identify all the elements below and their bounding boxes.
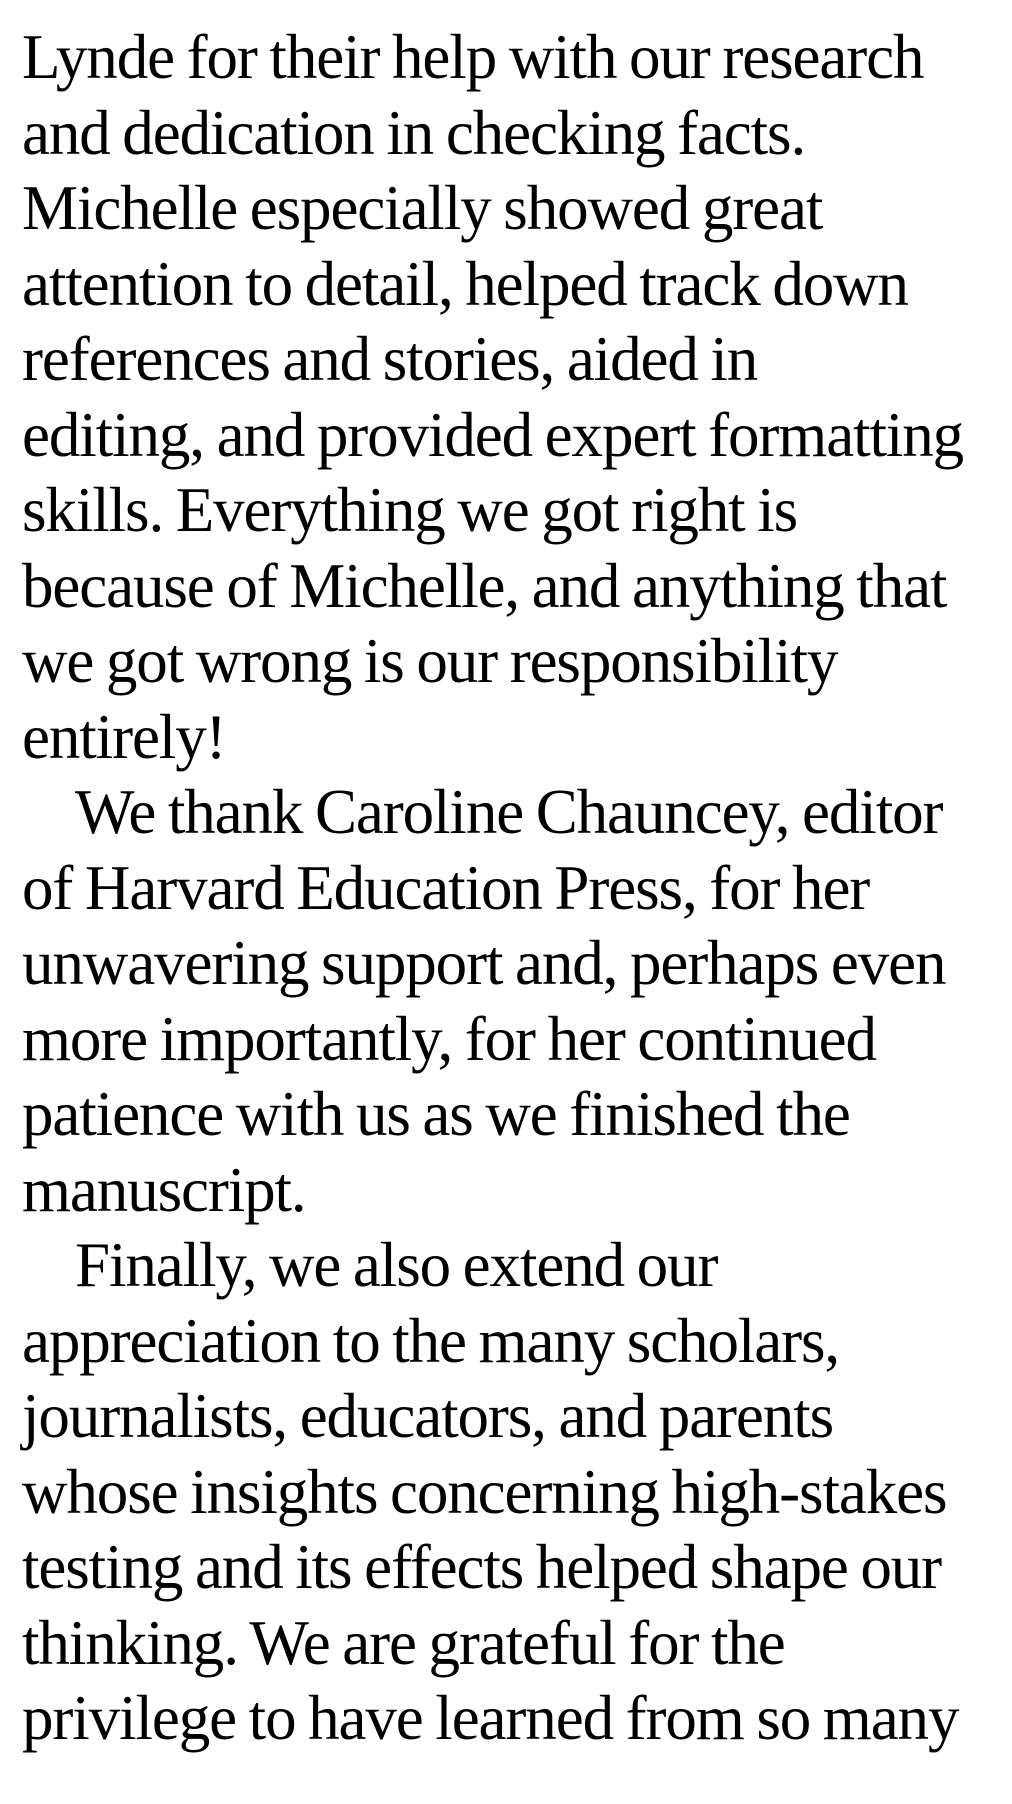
- paragraph-start-line: We thank Caroline Chauncey, editor: [75, 777, 943, 847]
- text-line: and dedication in checking facts.: [22, 97, 806, 168]
- text-line: because of Michelle, and anything that: [22, 550, 947, 621]
- text-line: we got wrong is our responsibility: [22, 626, 838, 696]
- text-line: of Harvard Education Press, for her: [22, 852, 870, 923]
- text-line: attention to detail, helped track down: [22, 248, 908, 319]
- text-line: journalists, educators, and parents: [22, 1381, 834, 1451]
- text-line: editing, and provided expert formatting: [22, 399, 964, 470]
- text-line: entirely!: [22, 701, 226, 772]
- text-line: more importantly, for her continued: [22, 1003, 876, 1074]
- acknowledgments-text: [22, 20, 1007, 1757]
- text-line: testing and its effects helped shape our: [22, 1532, 942, 1602]
- text-line: references and stories, aided in: [22, 324, 758, 394]
- text-line: skills. Everything we got right is: [22, 475, 798, 545]
- text-line: manuscript.: [22, 1154, 306, 1225]
- text-line: patience with us as we finished the: [22, 1079, 850, 1149]
- text-line: unwavering support and, perhaps even: [22, 928, 946, 998]
- paragraph-start-line: Finally, we also extend our: [75, 1230, 718, 1300]
- text-line: Lynde for their help with our research: [22, 22, 924, 92]
- text-line: privilege to have learned from so many: [22, 1683, 959, 1753]
- text-line: appreciation to the many scholars,: [22, 1305, 840, 1376]
- text-line: whose insights concerning high-stakes: [22, 1456, 947, 1527]
- text-line: thinking. We are grateful for the: [22, 1607, 785, 1678]
- text-line: Michelle especially showed great: [22, 173, 823, 243]
